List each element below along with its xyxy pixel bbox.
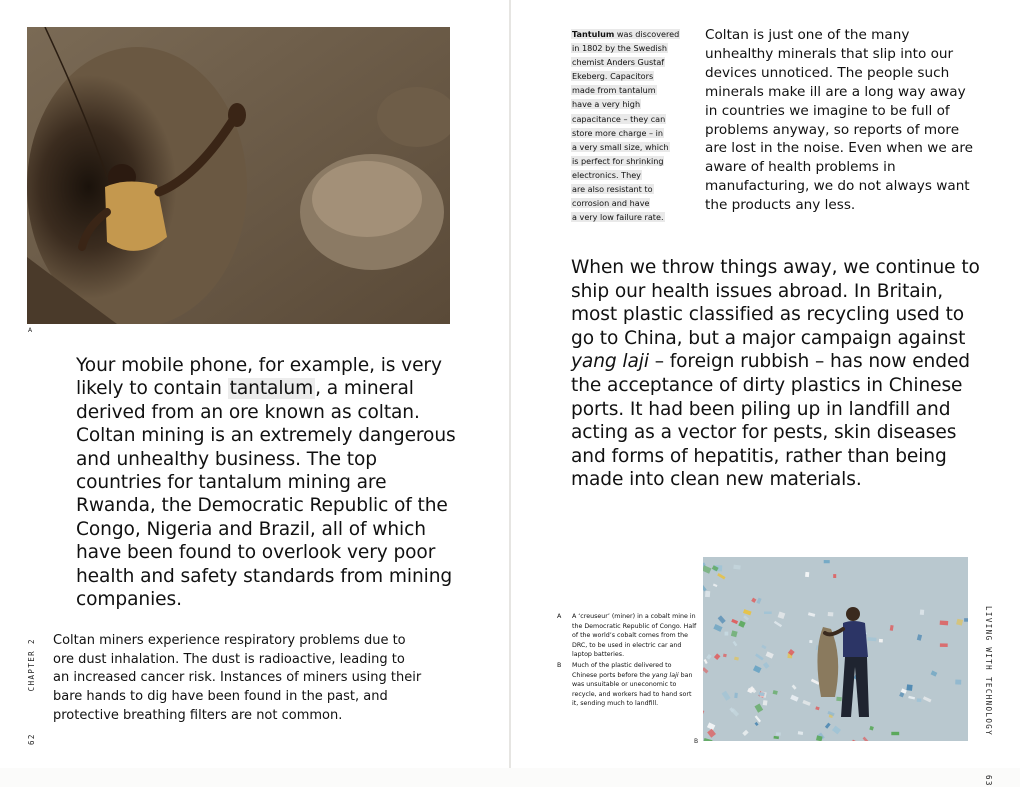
caption-a-letter: A (557, 613, 562, 620)
sidenote-line-6: capacitance – they can (572, 113, 666, 124)
right-pull-quote-text-1: When we throw things away, we continue to ship our health issues abroad. In Britain, most plastic classified as recycling used to go to China, but a major campaign against (571, 257, 980, 349)
sidenote-line-10: electronics. They (572, 169, 641, 180)
photo-plastic-waste (703, 557, 968, 741)
yang-laji-italic: yang laji (571, 351, 649, 373)
right-running-head: LIVING WITH TECHNOLOGY (984, 606, 993, 737)
right-page-number: 63 (984, 774, 993, 787)
sidenote-term: Tantulum (572, 29, 615, 39)
caption-a (557, 612, 697, 660)
tantalum-highlight[interactable]: tantalum (229, 378, 314, 400)
caption-b-text-1: Much of the plastic delivered to Chinese ports before the (572, 661, 672, 679)
left-folio (27, 638, 36, 745)
left-page-number: 62 (27, 733, 36, 745)
sidenote-line-8: a very small size, which (572, 141, 669, 152)
sidenote-line-0: Tantulum was discovered (572, 29, 680, 39)
left-running-head: CHAPTER 2 (27, 638, 36, 692)
right-folio (984, 606, 993, 787)
sidenote-line-2: chemist Anders Gustaf (572, 57, 665, 68)
sidenote-line-1: in 1802 by the Swedish (572, 43, 667, 54)
photo-a-label: A (28, 327, 33, 334)
sidenote-line-11: are also resistant to (572, 184, 653, 195)
tantalum-sidenote (571, 27, 691, 224)
miner-in-pit-photo (27, 27, 450, 324)
sidenote-line-12: corrosion and have (572, 198, 650, 209)
photo-miner-in-pit (27, 27, 450, 324)
left-pull-quote (76, 354, 468, 611)
left-pull-quote-text-1: Your mobile phone, for example, is very likely to contain (76, 355, 442, 400)
caption-a-text: A ‘creuseur’ (miner) in a cobalt mine in the Democratic Republic of Congo. Half of the world’s cobalt comes from the DRC, to be used in electric car and laptop batteries. (572, 613, 697, 659)
sidenote-line-5: have a very high (572, 99, 641, 110)
left-pull-quote-text-2: , a mineral derived from an ore known as coltan. Coltan mining is an extremely dangerous and unhealthy business. The top countries for tantalum mining are Rwanda, the Democratic Republic of the Congo, Nigeria and Brazil, all of which have been found to overlook very poor health and safety standards from mining companies. (76, 378, 456, 611)
caption-b-italic: yang laji (651, 671, 679, 679)
sidenote-line-13: a very low failure rate. (572, 212, 664, 223)
sidenote-line-3: Ekeberg. Capacitors (572, 71, 654, 82)
photo-b-label: B (694, 738, 699, 745)
sidenote-line-9: is perfect for shrinking (572, 155, 664, 166)
caption-b (557, 661, 697, 709)
sidenote-line-7: store more charge – in (572, 127, 663, 138)
right-pull-quote-text-2: – foreign rubbish – has now ended the acceptance of dirty plastics in Chinese ports. It had been piling up in landfill and acting as a vector for pests, skin diseases and forms of hepatitis, rather than being made into clean new materials. (571, 351, 970, 491)
right-body-paragraph: Coltan is just one of the many unhealthy minerals that slip into our devices unnoticed. The people such minerals make ill are a long way away in countries we imagine to be full of problems anyway, so reports of more are lost in the noise. Even when we are aware of health problems in manufacturing, we do not always want the products any less. (705, 27, 974, 214)
photo-captions (557, 612, 697, 710)
plastic-waste-photo (703, 557, 968, 741)
caption-b-text-2: ban was unsuitable or uneconomic to recycle, and workers had to hand sort it, sending much to landfill. (572, 671, 693, 708)
left-body-paragraph: Coltan miners experience respiratory problems due to ore dust inhalation. The dust is radioactive, leading to an increased cancer risk. Instances of miners using their bare hands to dig have been found in the past, and protective breathing filters are not common. (53, 633, 422, 723)
right-pull-quote (571, 256, 991, 492)
sidenote-line-4: made from tantalum (572, 85, 656, 96)
caption-b-letter: B (557, 661, 562, 669)
